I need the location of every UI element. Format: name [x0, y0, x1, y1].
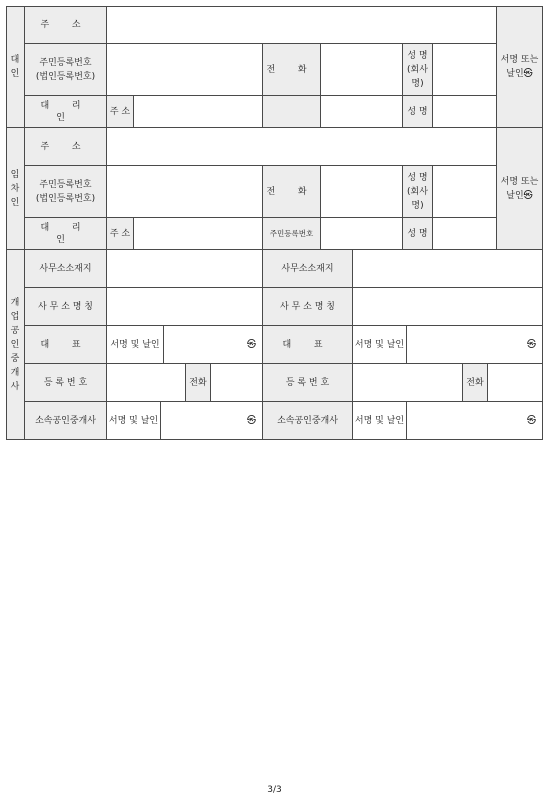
tenant-section-label	[6, 128, 25, 250]
landlord-regno-text: 주민등록번호	[39, 57, 92, 68]
tenant-phone-label: 전 화	[263, 166, 321, 218]
tenant-agent-address-label: 주 소	[107, 218, 134, 250]
tenant-regno-text: 주민등록번호	[39, 179, 92, 190]
broker-label-char: 개	[10, 367, 20, 378]
tenant-sign-label: 서명 또는	[500, 176, 539, 187]
seal-icon: ㉿	[526, 339, 536, 350]
landlord-name-text: 성 명	[407, 50, 428, 61]
landlord-agent-extra-field[interactable]	[321, 96, 403, 128]
tenant-label-char: 차	[10, 183, 20, 194]
broker1-office-address-label: 사무소소재지	[25, 250, 107, 288]
tenant-name-subtext: (회사명)	[407, 186, 428, 211]
landlord-agent-address-label: 주 소	[107, 96, 134, 128]
tenant-agent-regno-label: 주민등록번호	[263, 218, 321, 250]
landlord-label-char: 인	[10, 68, 20, 79]
tenant-agent-name-label: 성 명	[403, 218, 433, 250]
broker1-affiliated-sign-field[interactable]	[161, 402, 263, 440]
landlord-name-subtext: (회사명)	[407, 64, 428, 89]
landlord-phone-label: 전 화	[263, 44, 321, 96]
tenant-phone-field[interactable]	[321, 166, 403, 218]
landlord-regno-label	[25, 44, 107, 96]
broker1-reg-no-field[interactable]	[107, 364, 186, 402]
broker2-affiliated-sign-label: 서명 및 날인	[353, 402, 407, 440]
broker1-office-name-field[interactable]	[107, 288, 263, 326]
tenant-regno-subtext: (법인등록번호)	[35, 193, 96, 204]
landlord-agent-address-field[interactable]	[134, 96, 263, 128]
broker-label-char: 업	[10, 311, 20, 322]
tenant-regno-field[interactable]	[107, 166, 263, 218]
broker1-office-address-field[interactable]	[107, 250, 263, 288]
landlord-sign-label: 서명 또는	[500, 54, 539, 65]
broker2-reg-no-label: 등 록 번 호	[263, 364, 353, 402]
broker1-rep-label: 대 표	[25, 326, 107, 364]
seal-icon: ㉿	[246, 415, 256, 426]
broker2-affiliated-sign-field[interactable]	[407, 402, 543, 440]
landlord-section-label	[6, 6, 25, 128]
broker1-rep-sign-label: 서명 및 날인	[107, 326, 164, 364]
tenant-regno-label	[25, 166, 107, 218]
tenant-sign-label-sub: 날인㉿	[506, 190, 533, 201]
landlord-name-label	[403, 44, 433, 96]
seal-icon: ㉿	[526, 415, 536, 426]
landlord-phone-field[interactable]	[321, 44, 403, 96]
landlord-sign-cell[interactable]	[497, 6, 543, 128]
tenant-name-text: 성 명	[407, 172, 428, 183]
page-number: 3/3	[267, 785, 282, 795]
contract-signature-table	[6, 6, 543, 440]
broker1-rep-sign-field[interactable]	[164, 326, 263, 364]
broker1-affiliated-sign-label: 서명 및 날인	[107, 402, 161, 440]
tenant-name-field[interactable]	[433, 166, 497, 218]
tenant-label-char: 인	[10, 197, 20, 208]
landlord-address-field[interactable]	[107, 6, 497, 44]
broker-label-char: 사	[10, 381, 20, 392]
broker2-office-address-field[interactable]	[353, 250, 543, 288]
tenant-name-label	[403, 166, 433, 218]
tenant-address-label: 주 소	[25, 128, 107, 166]
broker1-phone-field[interactable]	[211, 364, 263, 402]
landlord-agent-name-label: 성 명	[403, 96, 433, 128]
broker2-office-name-label: 사 무 소 명 칭	[263, 288, 353, 326]
landlord-agent-name-field[interactable]	[433, 96, 497, 128]
tenant-agent-address-field[interactable]	[134, 218, 263, 250]
broker2-phone-label: 전화	[463, 364, 488, 402]
landlord-label-char: 대	[10, 54, 20, 65]
broker1-office-name-label: 사 무 소 명 칭	[25, 288, 107, 326]
broker2-rep-sign-field[interactable]	[407, 326, 543, 364]
tenant-agent-regno-field[interactable]	[321, 218, 403, 250]
landlord-regno-field[interactable]	[107, 44, 263, 96]
broker-label-char: 개	[10, 297, 20, 308]
broker2-office-address-label: 사무소소재지	[263, 250, 353, 288]
broker2-rep-label: 대 표	[263, 326, 353, 364]
broker2-affiliated-label: 소속공인중개사	[263, 402, 353, 440]
seal-icon: ㉿	[246, 339, 256, 350]
broker1-phone-label: 전화	[186, 364, 211, 402]
tenant-address-field[interactable]	[107, 128, 497, 166]
landlord-sign-label-sub: 날인㉿	[506, 68, 533, 79]
broker2-office-name-field[interactable]	[353, 288, 543, 326]
tenant-label-char: 임	[10, 169, 20, 180]
broker-label-char: 중	[10, 353, 20, 364]
broker-label-char: 공	[10, 325, 20, 336]
broker-section-label	[6, 250, 25, 440]
tenant-agent-name-field[interactable]	[433, 218, 497, 250]
landlord-agent-blank-cell	[263, 96, 321, 128]
broker-label-char: 인	[10, 339, 20, 350]
tenant-agent-label: 대 리 인	[25, 218, 107, 250]
broker2-rep-sign-label: 서명 및 날인	[353, 326, 407, 364]
broker1-affiliated-label: 소속공인중개사	[25, 402, 107, 440]
broker2-phone-field[interactable]	[488, 364, 543, 402]
broker2-reg-no-field[interactable]	[353, 364, 463, 402]
landlord-name-field[interactable]	[433, 44, 497, 96]
landlord-regno-subtext: (법인등록번호)	[35, 71, 96, 82]
tenant-sign-cell[interactable]	[497, 128, 543, 250]
broker1-reg-no-label: 등 록 번 호	[25, 364, 107, 402]
landlord-address-label: 주 소	[25, 6, 107, 44]
landlord-agent-label: 대 리 인	[25, 96, 107, 128]
